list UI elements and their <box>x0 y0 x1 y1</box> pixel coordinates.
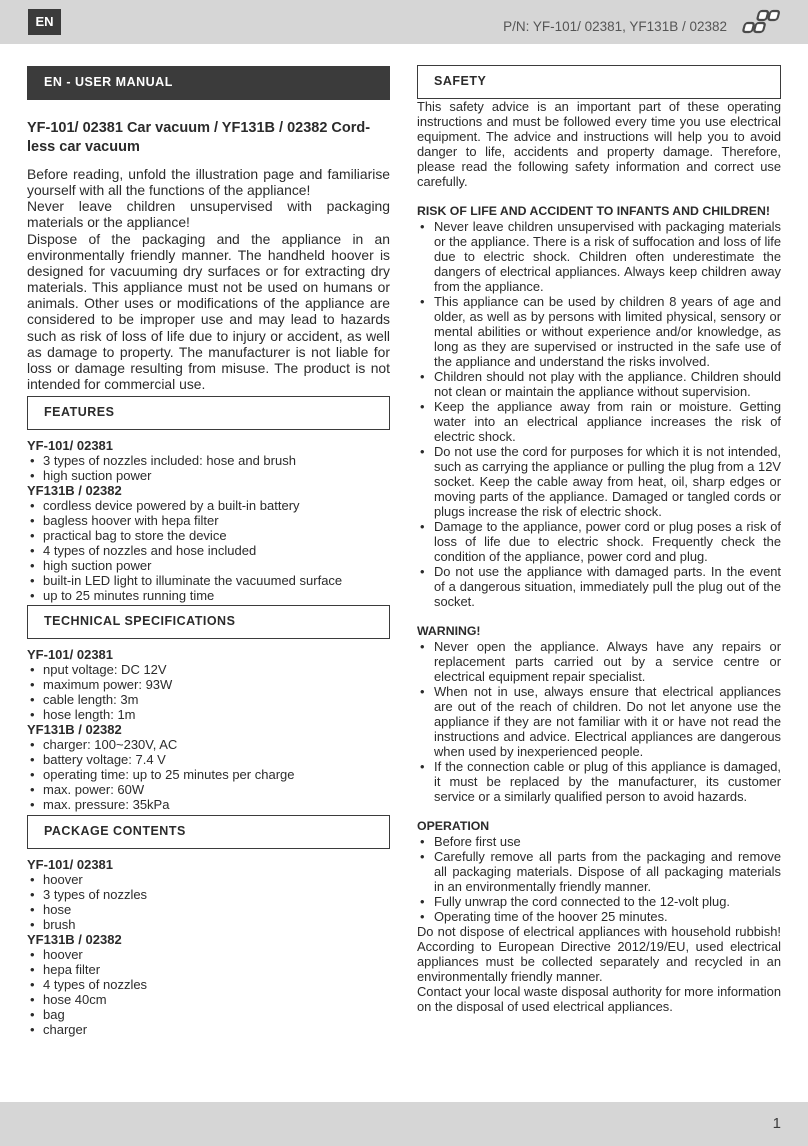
list-item: • 3 types of nozzles included: hose and brush <box>27 453 390 468</box>
product-title-line-2: less car vacuum <box>27 138 140 155</box>
bullet-list <box>27 872 390 932</box>
list-item: • Before first use <box>417 834 781 849</box>
intro-paragraph: Dispose of the packaging and the appliance in an environmentally friendly manner. The handheld hoover is designed for vacuuming dry surfaces or for extracting dry materials. This appliance must not be used on humans or animals. Other uses or modifications of the appliance are considered to be improper use and may lead to hazards such as risk of loss of life due to injury or accident, as well as damage to property. The manufacturer is not liable for loss or damage resulting from misuse. The product is not intended for commercial use. <box>27 230 390 393</box>
list-item: • When not in use, always ensure that electrical appliances are out of the reach of children. Do not let anyone use the appliance if they are not familiar with it or have not read the instructions and advice. Electrical appliances are dangerous when used by inexperienced people. <box>417 684 781 759</box>
intro-text <box>27 166 390 392</box>
product-title <box>27 119 390 157</box>
manual-heading: EN - USER MANUAL <box>27 66 390 100</box>
list-item: • hoover <box>27 872 390 887</box>
left-column <box>27 66 390 1037</box>
list-item: • bag <box>27 1007 390 1022</box>
list-item: • bagless hoover with hepa filter <box>27 513 390 528</box>
model-label: YF131B / 02382 <box>27 483 122 499</box>
warning-list <box>417 639 781 804</box>
package-contents-heading: PACKAGE CONTENTS <box>27 815 390 849</box>
bullet-list <box>27 737 390 812</box>
technical-specifications-list <box>27 647 390 812</box>
bullet-list <box>27 662 390 722</box>
warning-heading: WARNING! <box>417 624 481 638</box>
list-item: • 4 types of nozzles and hose included <box>27 543 390 558</box>
list-item: • high suction power <box>27 468 390 483</box>
safety-intro-paragraph: This safety advice is an important part of these operating instructions and must be followed every time you use electrical equipment. The advice and instructions will help you to avoid danger to life, accidents and property damage. Therefore, please read the following safety information and correct use carefully. <box>417 99 781 189</box>
page-number: 1 <box>772 1115 781 1132</box>
list-item: • battery voltage: 7.4 V <box>27 752 390 767</box>
list-item: • max. pressure: 35kPa <box>27 797 390 812</box>
list-item: • cordless device powered by a built-in battery <box>27 498 390 513</box>
list-item: • Carefully remove all parts from the packaging and remove all packaging materials. Dispose of all packaging materials in an environmentally friendly manner. <box>417 849 781 894</box>
model-label: YF131B / 02382 <box>27 932 122 948</box>
list-item: • built-in LED light to illuminate the vacuumed surface <box>27 573 390 588</box>
list-item: • Fully unwrap the cord connected to the 12-volt plug. <box>417 894 781 909</box>
list-item: • Keep the appliance away from rain or moisture. Getting water into an electrical appliance increases the risk of electric shock. <box>417 399 781 444</box>
list-item: • max. power: 60W <box>27 782 390 797</box>
language-badge: EN <box>28 9 61 35</box>
list-item: • hoover <box>27 947 390 962</box>
list-item: • If the connection cable or plug of this appliance is damaged, it must be replaced by the manufacturer, its customer service or a similarly qualified person to avoid hazards. <box>417 759 781 804</box>
list-item: • brush <box>27 917 390 932</box>
disposal-paragraph: Do not dispose of electrical appliances with household rubbish! According to European Directive 2012/19/EU, used electrical appliances must be collected separately and recycled in an environmentally friendly manner. <box>417 924 781 984</box>
list-item: • 3 types of nozzles <box>27 887 390 902</box>
risk-heading: RISK OF LIFE AND ACCIDENT TO INFANTS AND CHILDREN! <box>417 204 770 218</box>
list-item: • maximum power: 93W <box>27 677 390 692</box>
list-item: • cable length: 3m <box>27 692 390 707</box>
model-label: YF-101/ 02381 <box>27 857 114 873</box>
list-item: • hose 40cm <box>27 992 390 1007</box>
list-item: • Do not use the cord for purposes for which it is not intended, such as carrying the appliance or pulling the plug from a 12V socket. Keep the cable away from heat, oil, sharp edges or moving parts of the appliance. Damaged or tangled cords or plugs increase the risk of electric shock. <box>417 444 781 519</box>
right-column <box>417 65 781 1014</box>
safety-content <box>417 99 781 1014</box>
bullet-list <box>27 453 390 483</box>
list-item: • practical bag to store the device <box>27 528 390 543</box>
list-item: • Do not use the appliance with damaged parts. In the event of a dangerous situation, immediately pull the plug out of the socket. <box>417 564 781 609</box>
list-item: • high suction power <box>27 558 390 573</box>
brand-logo-icon <box>736 9 782 35</box>
list-item: • Operating time of the hoover 25 minutes. <box>417 909 781 924</box>
model-label: YF-101/ 02381 <box>27 438 114 454</box>
intro-paragraph: Before reading, unfold the illustration page and familiarise yourself with all the functions of the appliance! <box>27 166 390 199</box>
bullet-list <box>27 947 390 1037</box>
list-item: • Never leave children unsupervised with packaging materials or the appliance. There is a risk of suffocation and loss of life due to electric shock. Children often underestimate the dangers of electrical appliances. Always keep children away from the appliance. <box>417 219 781 294</box>
model-label: YF131B / 02382 <box>27 722 122 738</box>
list-item: • Children should not play with the appliance. Children should not clean or maintain the appliance without supervision. <box>417 369 781 399</box>
operation-list <box>417 834 781 924</box>
operation-heading: OPERATION <box>417 819 490 833</box>
list-item: • This appliance can be used by children 8 years of age and older, as well as by persons with limited physical, sensory or mental abilities or without experience and/or knowledge, as long as they are supervised or instructed in the safe use of the appliance and understand the risks involved. <box>417 294 781 369</box>
risk-list <box>417 219 781 609</box>
bottom-band <box>0 1102 808 1146</box>
product-title-line-1: YF-101/ 02381 Car vacuum / YF131B / 02382 Cord- <box>27 119 371 136</box>
list-item: • up to 25 minutes running time <box>27 588 390 603</box>
list-item: • hose <box>27 902 390 917</box>
intro-paragraph: Never leave children unsupervised with packaging materials or the appliance! <box>27 198 390 231</box>
list-item: • charger: 100~230V, AC <box>27 737 390 752</box>
contact-paragraph: Contact your local waste disposal authority for more information on the disposal of used electrical appliances. <box>417 984 781 1014</box>
list-item: • operating time: up to 25 minutes per charge <box>27 767 390 782</box>
list-item: • hose length: 1m <box>27 707 390 722</box>
part-number: P/N: YF-101/ 02381, YF131B / 02382 <box>503 19 727 34</box>
list-item: • 4 types of nozzles <box>27 977 390 992</box>
list-item: • charger <box>27 1022 390 1037</box>
technical-specifications-heading: TECHNICAL SPECIFICATIONS <box>27 605 390 639</box>
top-band <box>0 0 808 44</box>
safety-heading: SAFETY <box>417 65 781 99</box>
model-label: YF-101/ 02381 <box>27 647 114 663</box>
features-heading: FEATURES <box>27 396 390 430</box>
package-contents-list <box>27 857 390 1037</box>
list-item: • nput voltage: DC 12V <box>27 662 390 677</box>
list-item: • Never open the appliance. Always have any repairs or replacement parts carried out by a service centre or electrical equipment repair specialist. <box>417 639 781 684</box>
list-item: • hepa filter <box>27 962 390 977</box>
bullet-list <box>27 498 390 603</box>
list-item: • Damage to the appliance, power cord or plug poses a risk of loss of life due to electric shock. Frequently check the condition of the appliance, power cord and plug. <box>417 519 781 564</box>
features-list <box>27 438 390 603</box>
